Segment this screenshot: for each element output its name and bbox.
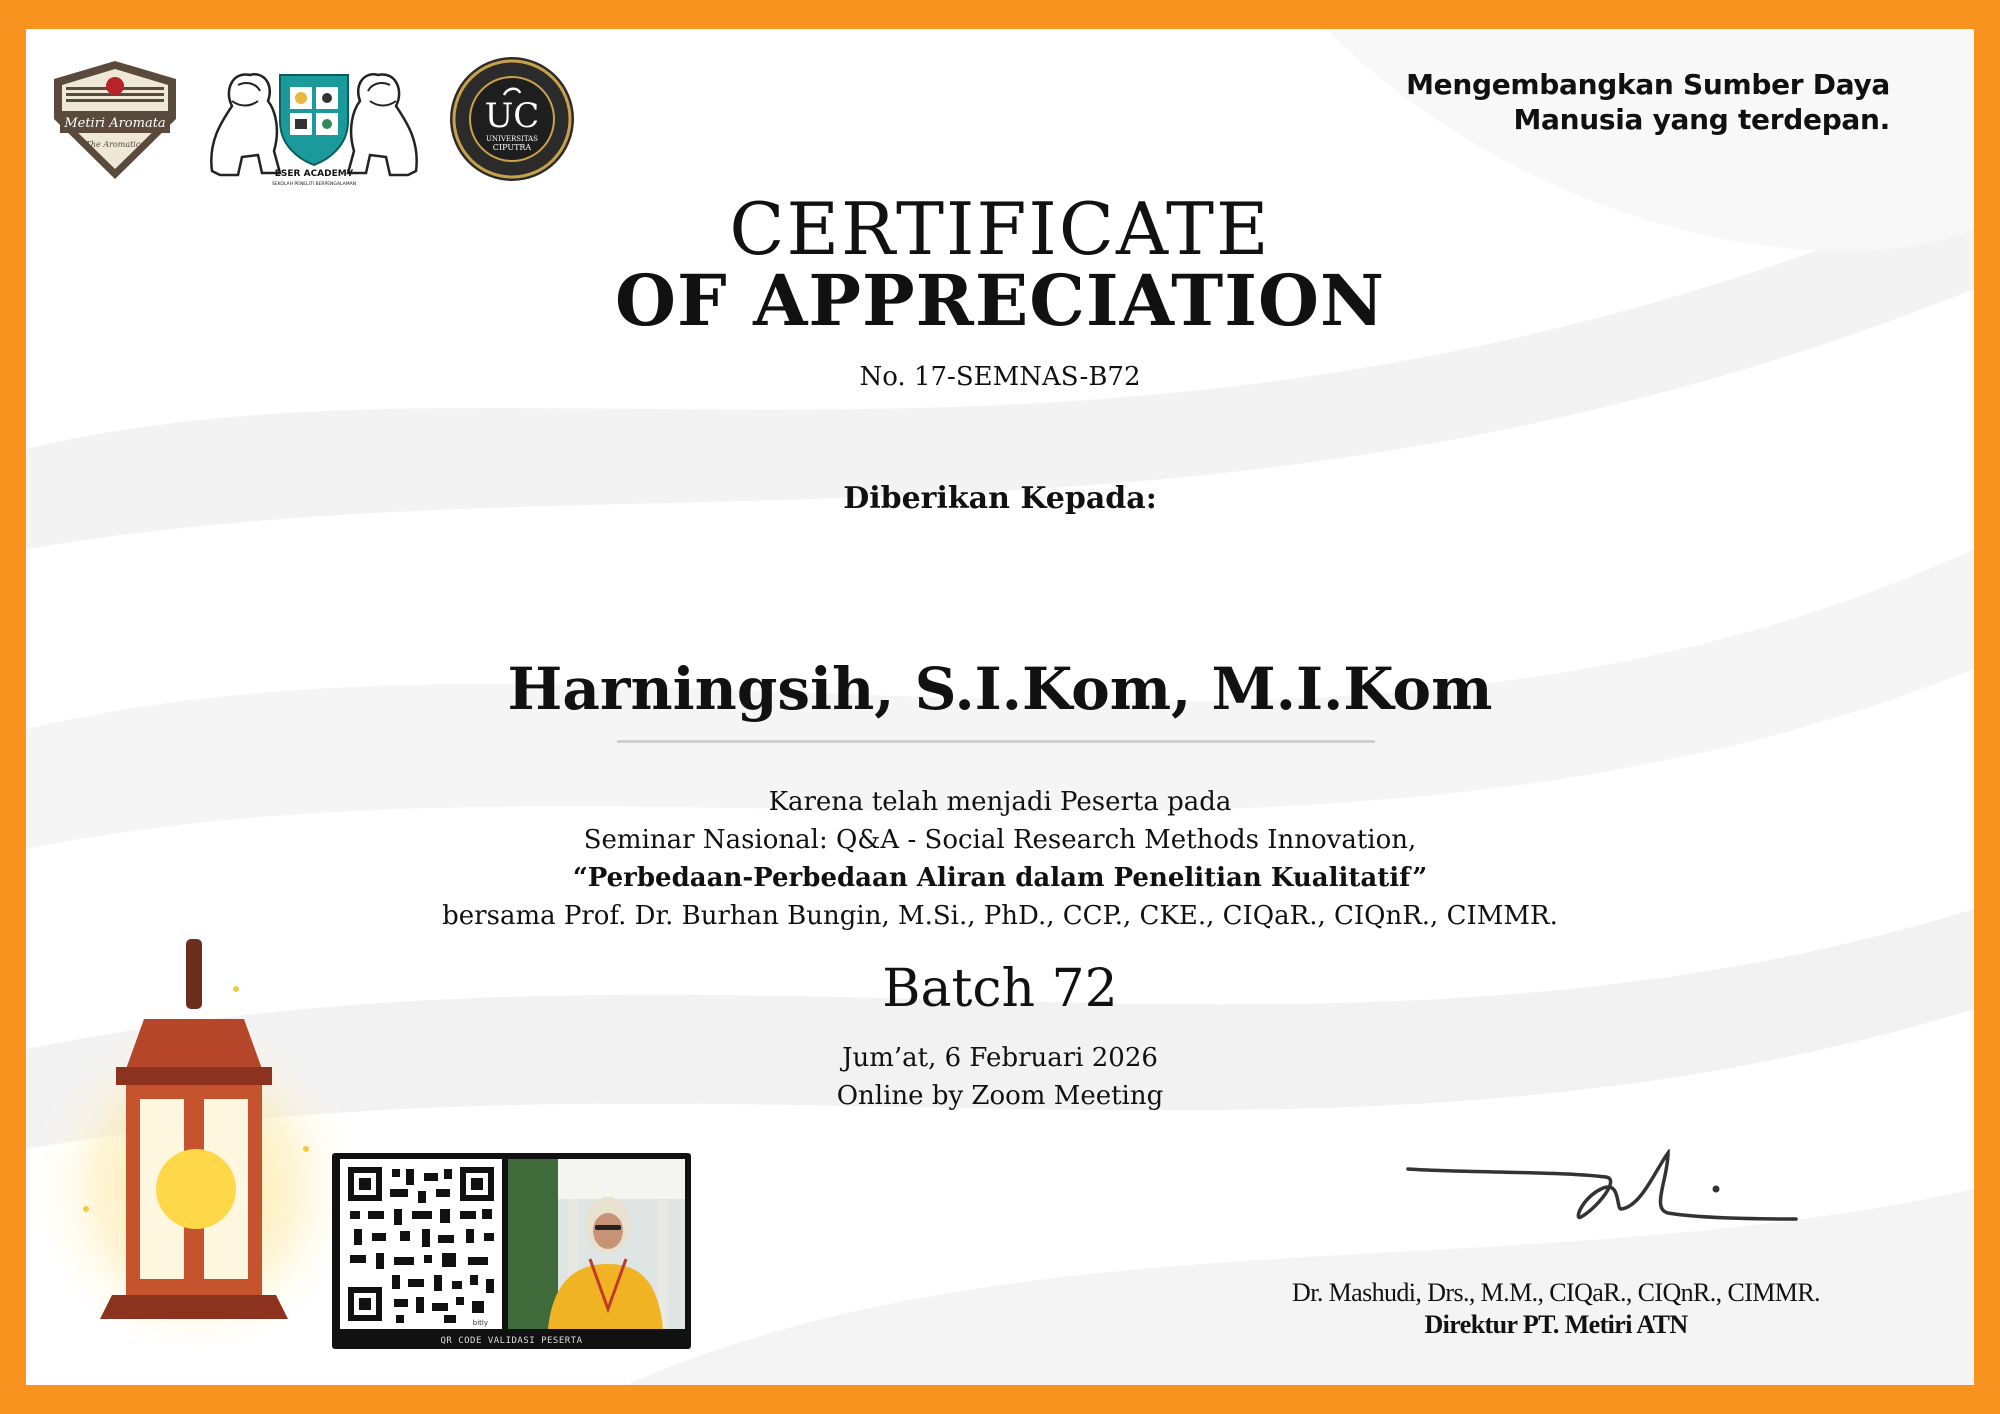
svg-text:UC: UC: [484, 96, 540, 136]
company-tagline: [1290, 67, 1890, 137]
reason-line-1: Karena telah menjadi Peserta pada: [768, 787, 1232, 817]
metiri-aromata-logo: [50, 59, 180, 183]
given-to-label: Diberikan Kepada:: [843, 481, 1157, 516]
qr-code-icon[interactable]: [340, 1159, 502, 1329]
svg-text:ESER ACADEMY: ESER ACADEMY: [274, 169, 354, 179]
svg-text:CIPUTRA: CIPUTRA: [492, 143, 532, 152]
speaker-line: bersama Prof. Dr. Burhan Bungin, M.Si., PhD., CCP., CKE., CIQaR., CIQnR., CIMMR.: [442, 901, 1558, 931]
batch-label: Batch 72: [882, 959, 1118, 1019]
signatory-name: Dr. Mashudi, Drs., M.M., CIQaR., CIQnR., CIMMR.: [1292, 1278, 1820, 1307]
universitas-ciputra-logo: [448, 55, 576, 183]
event-venue: Online by Zoom Meeting: [836, 1081, 1164, 1111]
certificate-paper: [26, 29, 1974, 1385]
svg-text:SEKOLAH PENELITI BERPENGALAMAN: SEKOLAH PENELITI BERPENGALAMAN: [271, 182, 357, 187]
qr-caption: QR CODE VALIDASI PESERTA: [440, 1336, 583, 1346]
certificate-title-line-2: OF APPRECIATION: [615, 259, 1385, 342]
certificate-title-line-1: CERTIFICATE: [729, 187, 1271, 271]
reason-line-2: Seminar Nasional: Q&A - Social Research Methods Innovation,: [583, 825, 1417, 855]
svg-text:The Aromatics: The Aromatics: [85, 140, 145, 149]
tagline-line-1: Mengembangkan Sumber Daya: [1406, 68, 1890, 101]
participant-photo: [508, 1159, 685, 1329]
seminar-topic: “Perbedaan-Perbedaan Aliran dalam Penelitian Kualitatif”: [572, 863, 1428, 893]
svg-text:UNIVERSITAS: UNIVERSITAS: [486, 135, 538, 143]
tagline-line-2: Manusia yang terdepan.: [1513, 103, 1890, 136]
qr-validation-card: [332, 1153, 691, 1349]
director-signature: [1406, 1149, 1806, 1269]
recipient-underline: [617, 740, 1375, 743]
lantern-illustration: [26, 909, 366, 1349]
recipient-name: Harningsih, S.I.Kom, M.I.Kom: [507, 655, 1493, 723]
signatory-title: Direktur PT. Metiri ATN: [1424, 1310, 1688, 1339]
svg-text:bitly: bitly: [472, 1319, 488, 1327]
svg-text:Metiri Aromata: Metiri Aromata: [64, 116, 166, 131]
event-date: Jum’at, 6 Februari 2026: [842, 1043, 1158, 1073]
certificate-number: No. 17-SEMNAS-B72: [859, 362, 1141, 392]
eser-academy-logo: [202, 61, 426, 187]
